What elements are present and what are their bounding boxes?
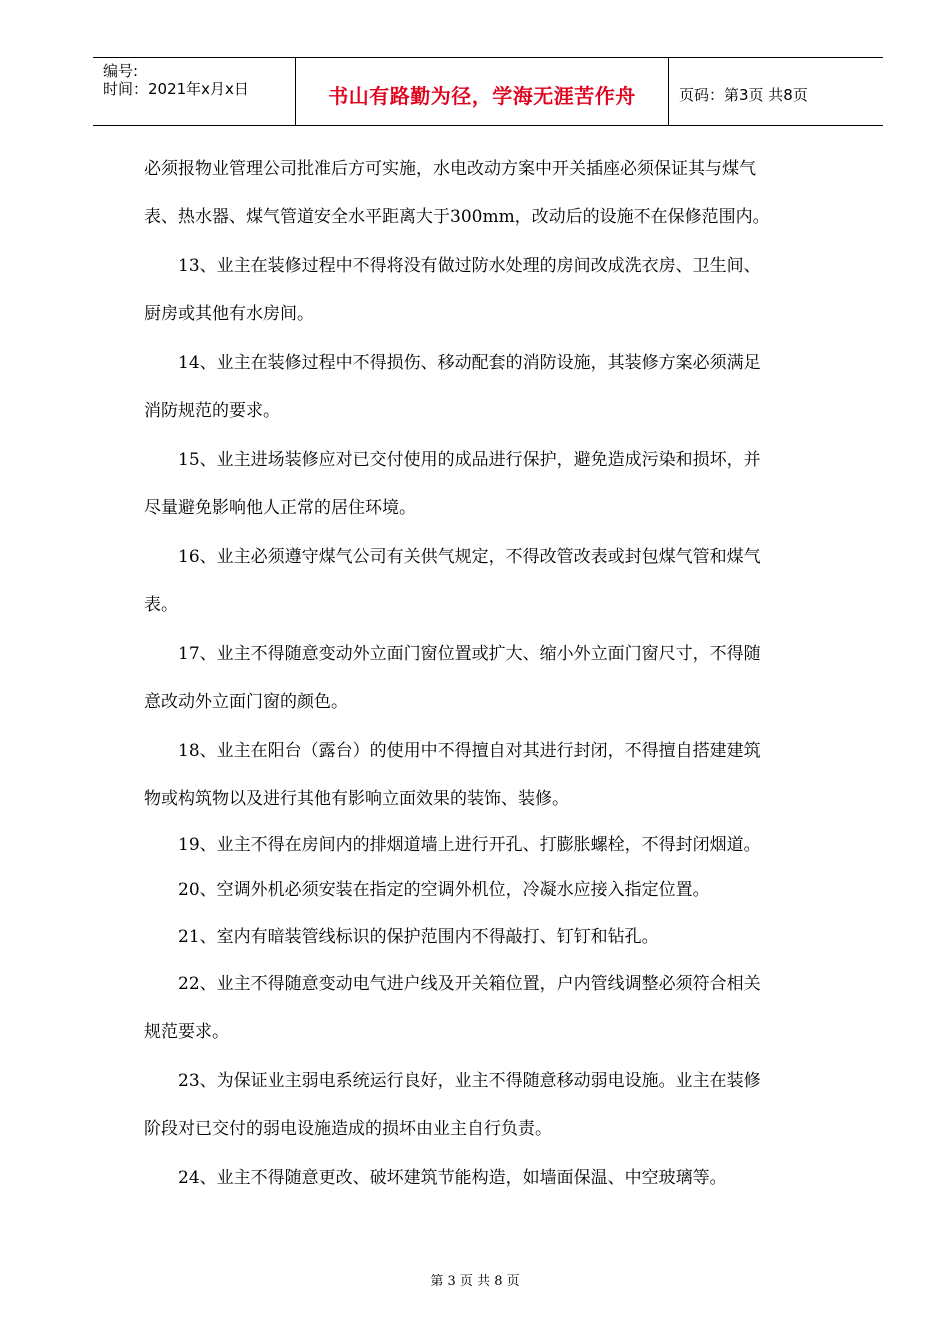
clause-22-line-1: 22、业主不得随意变动电气进户线及开关箱位置，户内管线调整必须符合相关 [178, 974, 761, 994]
clause-13-line-1: 13、业主在装修过程中不得将没有做过防水处理的房间改成洗衣房、卫生间、 [178, 256, 761, 276]
clause-21: 21、室内有暗装管线标识的保护范围内不得敲打、钉钉和钻孔。 [178, 927, 659, 947]
header-motto: 书山有路勤为径，学海无涯苦作舟 [328, 84, 636, 108]
clause-23-line-2: 阶段对已交付的弱电设施造成的损坏由业主自行负责。 [144, 1119, 552, 1139]
clause-16-line-2: 表。 [144, 595, 178, 615]
clause-23-line-1: 23、为保证业主弱电系统运行良好，业主不得随意移动弱电设施。业主在装修 [178, 1071, 761, 1091]
clause-22-line-2: 规范要求。 [144, 1022, 229, 1042]
page-header [93, 57, 883, 126]
clause-18-line-1: 18、业主在阳台（露台）的使用中不得擅自对其进行封闭，不得擅自搭建建筑 [178, 741, 761, 761]
clause-17-line-2: 意改动外立面门窗的颜色。 [144, 692, 348, 712]
clause-13-line-2: 厨房或其他有水房间。 [144, 304, 314, 324]
header-page-info: 页码：第3页 共8页 [679, 86, 808, 104]
header-motto-cell [296, 58, 669, 125]
time-line: 时间：2021年x月x日 [103, 80, 249, 98]
clause-14-line-2: 消防规范的要求。 [144, 401, 280, 421]
body-line-2: 表、热水器、煤气管道安全水平距离大于300mm，改动后的设施不在保修范围内。 [144, 207, 770, 227]
body-line-1: 必须报物业管理公司批准后方可实施，水电改动方案中开关插座必须保证其与煤气 [144, 159, 756, 179]
clause-20: 20、空调外机必须安装在指定的空调外机位，冷凝水应接入指定位置。 [178, 880, 710, 900]
clause-15-line-1: 15、业主进场装修应对已交付使用的成品进行保护，避免造成污染和损坏，并 [178, 450, 761, 470]
doc-number-label: 编号: [103, 62, 139, 80]
clause-18-line-2: 物或构筑物以及进行其他有影响立面效果的装饰、装修。 [144, 789, 569, 809]
clause-19: 19、业主不得在房间内的排烟道墙上进行开孔、打膨胀螺栓，不得封闭烟道。 [178, 835, 761, 855]
clause-15-line-2: 尽量避免影响他人正常的居住环境。 [144, 498, 416, 518]
clause-14-line-1: 14、业主在装修过程中不得损伤、移动配套的消防设施，其装修方案必须满足 [178, 353, 761, 373]
header-page-cell [669, 58, 883, 125]
clause-16-line-1: 16、业主必须遵守煤气公司有关供气规定，不得改管改表或封包煤气管和煤气 [178, 547, 761, 567]
clause-24: 24、业主不得随意更改、破坏建筑节能构造，如墙面保温、中空玻璃等。 [178, 1168, 727, 1188]
header-meta-cell [93, 58, 296, 125]
clause-17-line-1: 17、业主不得随意变动外立面门窗位置或扩大、缩小外立面门窗尺寸，不得随 [178, 644, 761, 664]
page-footer: 第 3 页 共 8 页 [430, 1274, 520, 1289]
